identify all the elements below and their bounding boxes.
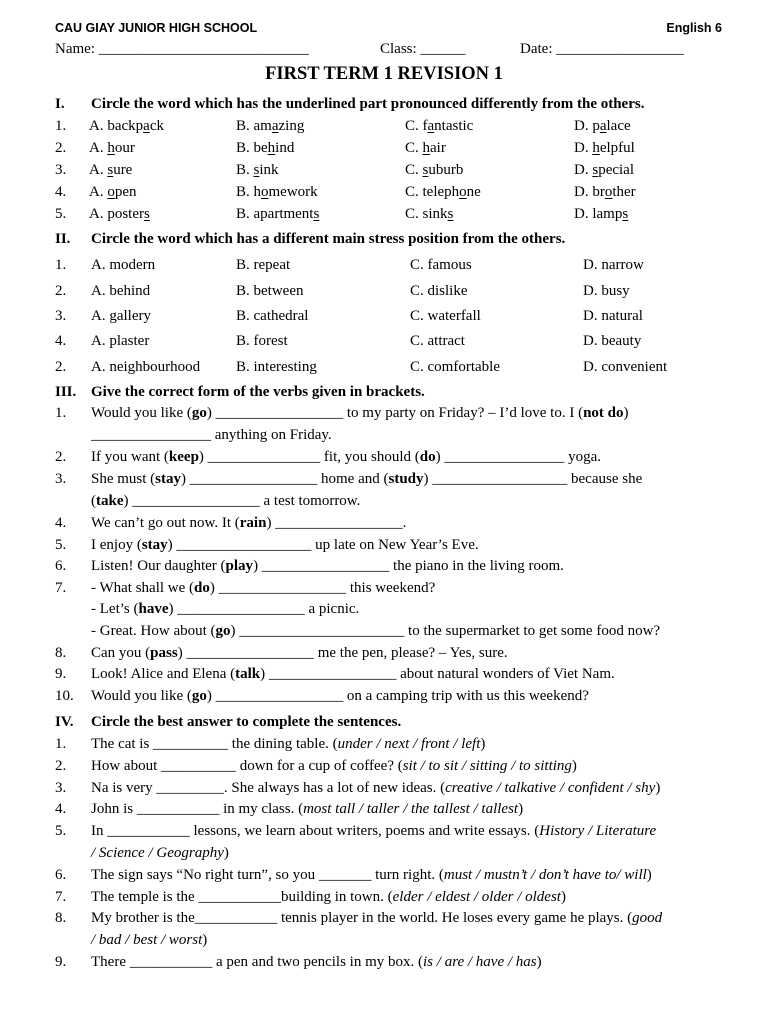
q4-2-text: How about __________ down for a cup of coffee? (sit / to sit / sitting / to sitting)	[91, 758, 577, 774]
q3-10-text: Would you like (go) _________________ on a camping trip with us this weekend?	[91, 688, 589, 704]
q4-3-number: 3.	[55, 780, 67, 796]
q1-4-option-d[interactable]	[574, 183, 636, 201]
q1-5-option-c[interactable]	[405, 205, 453, 223]
page-title: FIRST TERM 1 REVISION 1	[265, 64, 503, 84]
q2-1-number: 1.	[55, 257, 67, 273]
q2-3-option-a[interactable]: A. gallery	[91, 308, 151, 324]
q2-2-number: 2.	[55, 283, 67, 299]
q3-9-number: 9.	[55, 666, 67, 682]
q3-5-number: 5.	[55, 537, 67, 553]
q1-2-option-c[interactable]	[405, 139, 446, 157]
q4-4-text: John is ___________ in my class. (most tall / taller / the tallest / tallest)	[91, 801, 524, 817]
q1-1-option-a[interactable]	[89, 117, 164, 135]
q2-2-option-a[interactable]: A. behind	[91, 283, 151, 299]
q4-9-text: There ___________ a pen and two pencils in my box. (is / are / have / has)	[91, 954, 542, 970]
q2-4-option-d[interactable]: D. beauty	[583, 333, 642, 349]
q3-7-line-a: - What shall we (do) _________________ this weekend?	[91, 580, 436, 596]
section-1-number: I.	[55, 96, 65, 112]
option-suffix: ck	[149, 118, 164, 134]
q4-8-text: My brother is the___________ tennis player in the world. He loses every game he plays. (good	[91, 910, 663, 926]
q1-1-number: 1.	[55, 118, 67, 134]
q4-2-number: 2.	[55, 758, 67, 774]
q3-3-text: She must (stay) _________________ home and (study) __________________ because she	[91, 471, 643, 487]
q3-6-number: 6.	[55, 558, 67, 574]
q3-1-text-cont: ________________ anything on Friday.	[91, 427, 332, 443]
option-suffix: ink	[259, 162, 279, 178]
option-suffix: elpful	[599, 140, 635, 156]
underlined-part: s	[422, 162, 429, 178]
section-2-text: Circle the word which has a different main stress position from the others.	[91, 231, 566, 247]
header-row	[55, 21, 722, 39]
underlined-part: s	[144, 206, 150, 222]
option-suffix: our	[114, 140, 135, 156]
option-prefix: A.	[89, 184, 108, 200]
class-field[interactable]: Class: ______	[380, 41, 466, 57]
q2-1-option-a[interactable]: A. modern	[91, 257, 156, 273]
q3-8-number: 8.	[55, 645, 67, 661]
option-suffix: ne	[466, 184, 481, 200]
q2-2-option-b[interactable]: B. between	[236, 283, 304, 299]
q1-1-option-b[interactable]	[236, 117, 304, 135]
q3-8-text: Can you (pass) _________________ me the pen, please? – Yes, sure.	[91, 645, 508, 661]
q2-3-number: 3.	[55, 308, 67, 324]
q1-1-option-c[interactable]	[405, 117, 473, 135]
q3-7-line-b: - Let’s (have) _________________ a picnic.	[91, 601, 360, 617]
option-suffix: ure	[113, 162, 133, 178]
q4-6-text: The sign says “No right turn”, so you _______ turn right. (must / mustn’t / don’t have to/ will)	[91, 867, 652, 883]
name-field[interactable]: Name: ____________________________	[55, 41, 309, 57]
q2-5-option-b[interactable]: B. interesting	[236, 359, 317, 375]
q4-3-text: Na is very _________. She always has a lot of new ideas. (creative / talkative / confident / shy)	[91, 780, 661, 796]
q1-3-number: 3.	[55, 162, 67, 178]
option-suffix: uburb	[428, 162, 464, 178]
q4-5-number: 5.	[55, 823, 67, 839]
q1-4-option-c[interactable]	[405, 183, 481, 201]
q4-5-text: In ___________ lessons, we learn about writers, poems and write essays. (History / Literature	[91, 823, 657, 839]
underlined-part: o	[107, 184, 115, 200]
underlined-part: s	[592, 162, 599, 178]
q2-5-option-a[interactable]: A. neighbourhood	[91, 359, 201, 375]
section-3-number: III.	[55, 384, 77, 400]
option-prefix: C.	[405, 162, 423, 178]
option-suffix: pen	[114, 184, 137, 200]
q1-4-option-a[interactable]	[89, 183, 137, 201]
q2-1-option-b[interactable]: B. repeat	[236, 257, 291, 273]
option-prefix: D. br	[574, 184, 605, 200]
q1-5-option-d[interactable]	[574, 205, 628, 223]
option-prefix: C. teleph	[405, 184, 460, 200]
option-prefix: D. lamp	[574, 206, 623, 222]
option-prefix: B.	[236, 162, 254, 178]
section-4-text: Circle the best answer to complete the sentences.	[91, 714, 402, 730]
q1-2-option-b[interactable]	[236, 139, 294, 157]
underlined-part: s	[313, 206, 320, 222]
q2-4-number: 4.	[55, 333, 67, 349]
q3-9-text: Look! Alice and Elena (talk) _________________ about natural wonders of Viet Nam.	[91, 666, 615, 682]
q1-3-option-b[interactable]	[236, 161, 279, 179]
underlined-part: h	[422, 140, 431, 156]
option-suffix: ther	[612, 184, 636, 200]
q3-6-text: Listen! Our daughter (play) _________________ the piano in the living room.	[91, 558, 564, 574]
underlined-part: h	[267, 140, 276, 156]
section-3-heading	[55, 383, 425, 401]
q4-5-text-cont: / Science / Geography)	[91, 845, 229, 861]
q2-3-option-d[interactable]: D. natural	[583, 308, 643, 324]
q2-5-number: 2.	[55, 359, 67, 375]
q1-1-option-d[interactable]	[574, 117, 631, 135]
q3-3-text-cont: (take) _________________ a test tomorrow.	[91, 493, 361, 509]
option-prefix: A. poster	[89, 206, 144, 222]
q2-2-option-d[interactable]: D. busy	[583, 283, 630, 299]
q4-1-text: The cat is __________ the dining table. (under / next / front / left)	[91, 736, 486, 752]
section-2-heading	[55, 230, 565, 248]
q1-3-option-c[interactable]	[405, 161, 463, 179]
q2-2-option-c[interactable]: C. dislike	[410, 283, 468, 299]
option-suffix: air	[430, 140, 446, 156]
option-suffix: ind	[275, 140, 295, 156]
q4-8-text-cont: / bad / best / worst)	[91, 932, 208, 948]
q1-3-option-a[interactable]	[89, 161, 132, 179]
option-prefix: B. apartment	[236, 206, 314, 222]
option-suffix: pecial	[598, 162, 634, 178]
section-1-text: Circle the word which has the underlined part pronounced differently from the others.	[91, 96, 645, 112]
q4-8-number: 8.	[55, 910, 67, 926]
q3-10-number: 10.	[55, 688, 74, 704]
option-prefix: B. be	[236, 140, 268, 156]
q3-2-text: If you want (keep) _______________ fit, you should (do) ________________ yoga.	[91, 449, 601, 465]
q2-5-option-d[interactable]: D. convenient	[583, 359, 668, 375]
q4-1-number: 1.	[55, 736, 67, 752]
q1-2-option-d[interactable]	[574, 139, 635, 157]
q3-1-number: 1.	[55, 405, 67, 421]
q2-1-option-d[interactable]: D. narrow	[583, 257, 644, 273]
q1-4-number: 4.	[55, 184, 67, 200]
underlined-part: o	[459, 184, 467, 200]
underlined-part: a	[271, 118, 279, 134]
q1-5-option-b[interactable]	[236, 205, 319, 223]
q4-7-number: 7.	[55, 889, 67, 905]
section-2-number: II.	[55, 231, 71, 247]
q2-3-option-b[interactable]: B. cathedral	[236, 308, 309, 324]
underlined-part: s	[622, 206, 629, 222]
option-suffix: mework	[268, 184, 318, 200]
q1-5-number: 5.	[55, 206, 67, 222]
date-field[interactable]: Date: _________________	[520, 41, 684, 57]
option-prefix: A.	[89, 162, 108, 178]
section-4-heading	[55, 713, 401, 731]
section-3-text: Give the correct form of the verbs given in brackets.	[91, 384, 425, 400]
option-prefix: D.	[574, 140, 593, 156]
q4-7-text: The temple is the ___________building in town. (elder / eldest / older / oldest)	[91, 889, 566, 905]
q4-6-number: 6.	[55, 867, 67, 883]
q2-4-option-c[interactable]: C. attract	[410, 333, 465, 349]
underlined-part: s	[107, 162, 114, 178]
option-suffix: zing	[278, 118, 305, 134]
q2-4-option-a[interactable]: A. plaster	[91, 333, 150, 349]
option-prefix: C. f	[405, 118, 428, 134]
underlined-part: a	[599, 118, 607, 134]
q3-5-text: I enjoy (stay) __________________ up late on New Year’s Eve.	[91, 537, 479, 553]
q3-1-text: Would you like (go) _________________ to my party on Friday? – I’d love to. I (not do)	[91, 405, 629, 421]
underlined-part: o	[261, 184, 269, 200]
q3-7-number: 7.	[55, 580, 67, 596]
q3-4-number: 4.	[55, 515, 67, 531]
q1-5-option-a[interactable]	[89, 205, 150, 223]
q3-7-line-c: - Great. How about (go) ______________________ to the supermarket to get some food now?	[91, 623, 661, 639]
option-prefix: B. am	[236, 118, 272, 134]
section-4-number: IV.	[55, 714, 74, 730]
option-prefix: D. p	[574, 118, 600, 134]
section-1-heading	[55, 95, 644, 113]
option-suffix: ntastic	[434, 118, 474, 134]
q1-3-option-d[interactable]	[574, 161, 634, 179]
q3-2-number: 2.	[55, 449, 67, 465]
q1-4-option-b[interactable]	[236, 183, 318, 201]
option-prefix: C. sink	[405, 206, 448, 222]
q4-9-number: 9.	[55, 954, 67, 970]
underlined-part: h	[107, 140, 115, 156]
subject-label: English 6	[666, 21, 722, 35]
underlined-part: o	[604, 184, 613, 200]
q3-3-number: 3.	[55, 471, 67, 487]
q1-2-option-a[interactable]	[89, 139, 135, 157]
q2-5-option-c[interactable]: C. comfortable	[410, 359, 500, 375]
q2-1-option-c[interactable]: C. famous	[410, 257, 472, 273]
school-name: CAU GIAY JUNIOR HIGH SCHOOL	[55, 21, 258, 35]
underlined-part: h	[592, 140, 600, 156]
option-suffix: lace	[606, 118, 631, 134]
option-prefix: C.	[405, 140, 423, 156]
option-prefix: A. backp	[89, 118, 144, 134]
option-prefix: B. h	[236, 184, 262, 200]
option-prefix: D.	[574, 162, 593, 178]
q4-4-number: 4.	[55, 801, 67, 817]
underlined-part: a	[143, 118, 150, 134]
option-prefix: A.	[89, 140, 108, 156]
underlined-part: s	[253, 162, 260, 178]
q2-3-option-c[interactable]: C. waterfall	[410, 308, 481, 324]
q1-2-number: 2.	[55, 140, 67, 156]
q2-4-option-b[interactable]: B. forest	[236, 333, 288, 349]
underlined-part: a	[427, 118, 435, 134]
q3-4-text: We can’t go out now. It (rain) _________________.	[91, 515, 407, 531]
underlined-part: s	[447, 206, 454, 222]
